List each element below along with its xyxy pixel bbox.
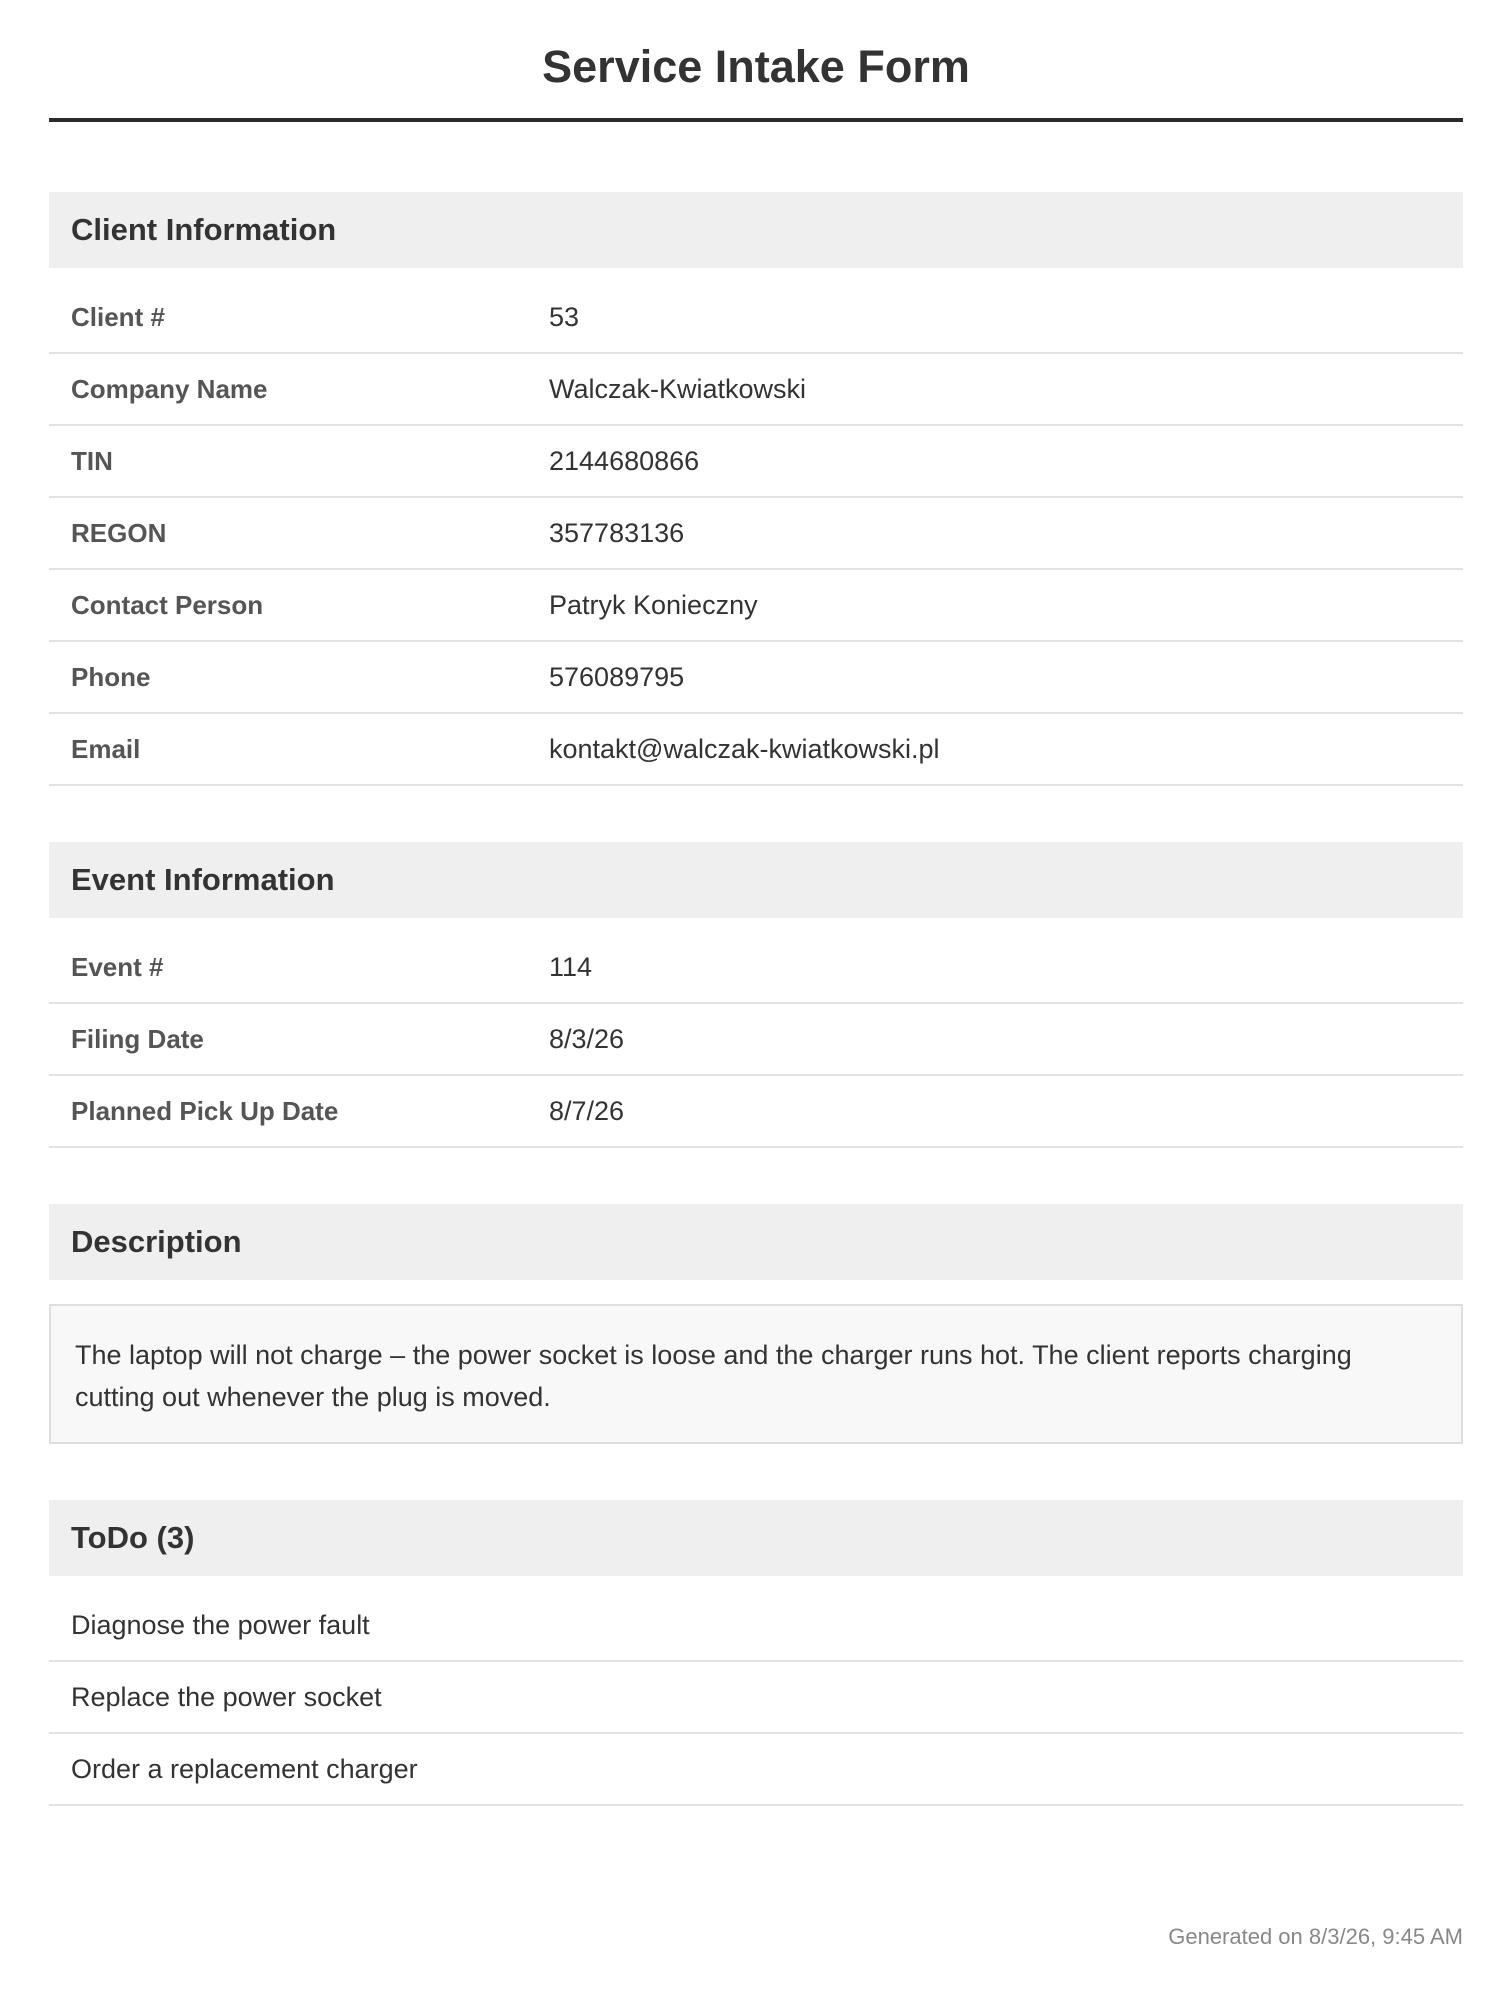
field-label: Email (71, 733, 141, 764)
table-row (49, 932, 1463, 1004)
table-row (49, 426, 1463, 498)
field-label: Company Name (71, 373, 268, 404)
table-row (49, 1004, 1463, 1076)
company-name-value: Walczak-Kwiatkowski (549, 373, 807, 404)
client-information-header (49, 192, 1463, 268)
table-row (49, 642, 1463, 714)
tin-value: 2144680866 (549, 445, 700, 476)
description-text: The laptop will not charge – the power socket is loose and the charger runs hot. The client reports charging cutting out whenever the plug is moved. (49, 1304, 1463, 1444)
field-label: Filing Date (71, 1023, 204, 1054)
table-row (49, 1076, 1463, 1148)
table-row (49, 498, 1463, 570)
section-title: ToDo (3) (71, 1520, 195, 1555)
field-label: TIN (71, 445, 113, 476)
client-number-value: 53 (549, 301, 580, 332)
filing-date-value: 8/3/26 (549, 1023, 625, 1054)
list-item: Diagnose the power fault (49, 1590, 1463, 1662)
phone-value: 576089795 (549, 661, 685, 692)
title-area (49, 0, 1463, 122)
todo-list (49, 1590, 1463, 1806)
service-intake-form (49, 0, 1463, 1806)
list-item: Order a replacement charger (49, 1734, 1463, 1806)
table-row (49, 354, 1463, 426)
field-label: Contact Person (71, 589, 264, 620)
email-value: kontakt@walczak-kwiatkowski.pl (549, 733, 940, 764)
table-row (49, 282, 1463, 354)
description-header (49, 1204, 1463, 1280)
field-label: Planned Pick Up Date (71, 1095, 339, 1126)
pick-up-date-value: 8/7/26 (549, 1095, 625, 1126)
page-title: Service Intake Form (542, 41, 970, 92)
client-information-table (49, 282, 1463, 786)
table-row (49, 714, 1463, 786)
event-information-table (49, 932, 1463, 1148)
field-label: Phone (71, 661, 151, 692)
field-label: Event # (71, 951, 164, 982)
table-row (49, 570, 1463, 642)
section-title: Description (71, 1224, 242, 1259)
section-title: Event Information (71, 862, 335, 897)
regon-value: 357783136 (549, 517, 685, 548)
list-item: Replace the power socket (49, 1662, 1463, 1734)
generated-timestamp: Generated on 8/3/26, 9:45 AM (1168, 1924, 1463, 1949)
section-title: Client Information (71, 212, 337, 247)
field-label: REGON (71, 517, 167, 548)
contact-person-value: Patryk Konieczny (549, 589, 758, 620)
event-information-header (49, 842, 1463, 918)
field-label: Client # (71, 301, 165, 332)
todo-header (49, 1500, 1463, 1576)
event-number-value: 114 (549, 951, 593, 982)
